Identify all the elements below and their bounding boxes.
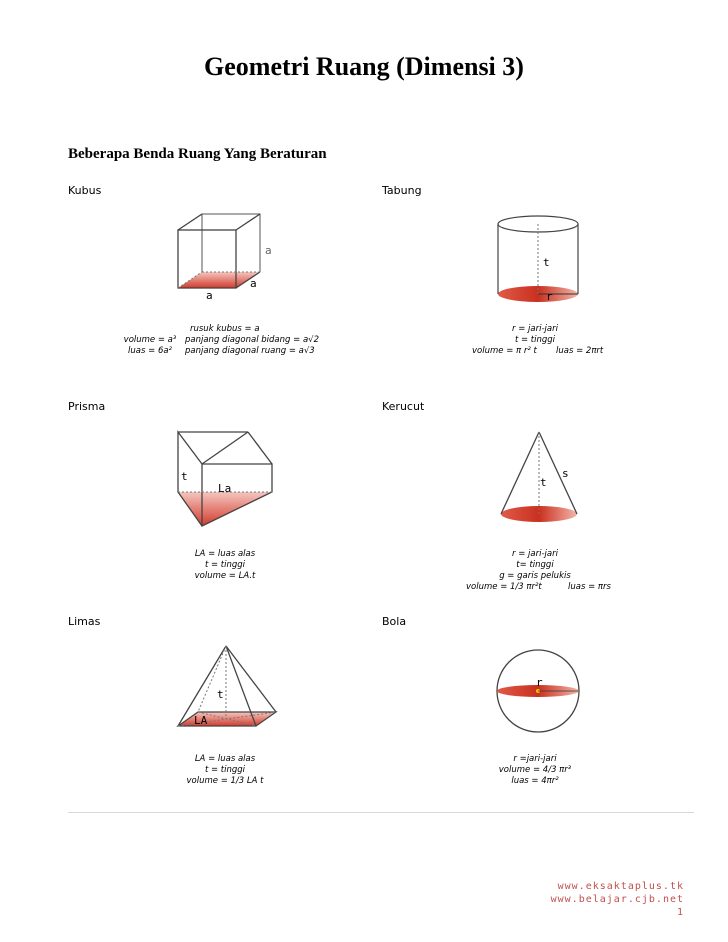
page-title: Geometri Ruang (Dimensi 3) bbox=[204, 52, 524, 81]
sphere-figure bbox=[492, 648, 584, 736]
cone-figure bbox=[494, 428, 584, 528]
cylinder-caption-luas: luas = 2πrt bbox=[556, 346, 604, 356]
caption-line: rusuk kubus = a bbox=[190, 324, 260, 334]
caption-line: t = tinggi bbox=[514, 335, 556, 345]
caption-line: r = jari-jari bbox=[512, 549, 558, 559]
caption-line: volume = a³ bbox=[123, 335, 177, 345]
cube-label-a-bottom: a bbox=[206, 289, 213, 302]
cube-figure bbox=[170, 210, 280, 306]
pyramid-label-la: LA bbox=[194, 714, 208, 727]
caption-line: r = jari-jari bbox=[512, 324, 558, 334]
caption-line: t= tinggi bbox=[516, 560, 554, 570]
cube-caption-right bbox=[185, 324, 319, 357]
footer-link[interactable]: www.belajar.cjb.net bbox=[550, 894, 684, 905]
caption-line: LA = luas alas bbox=[194, 549, 256, 559]
caption-line: volume = 1/3 LA t bbox=[186, 776, 264, 786]
footer-link[interactable]: www.eksaktaplus.tk bbox=[557, 881, 684, 892]
page-number: 1 bbox=[676, 907, 684, 918]
footer bbox=[551, 880, 684, 919]
section-heading: Beberapa Benda Ruang Yang Beraturan bbox=[68, 146, 327, 162]
cone-caption bbox=[470, 549, 600, 582]
cone-label-s: s bbox=[562, 467, 569, 480]
cone-caption-volume: volume = 1/3 πr²t bbox=[466, 582, 542, 592]
prism-base-fill bbox=[178, 492, 272, 526]
shape-name-kubus: Kubus bbox=[68, 184, 102, 197]
cone-caption-luas: luas = πrs bbox=[568, 582, 611, 592]
caption-line: luas = 4πr² bbox=[511, 776, 559, 786]
cylinder-caption bbox=[470, 324, 600, 346]
shape-name-prisma: Prisma bbox=[68, 400, 106, 413]
sphere-caption bbox=[470, 754, 600, 787]
sphere-label-r: r bbox=[536, 676, 543, 689]
caption-line: panjang diagonal bidang = a√2 bbox=[185, 335, 319, 345]
cylinder-figure bbox=[492, 210, 584, 306]
shape-name-kerucut: Kerucut bbox=[382, 400, 425, 413]
caption-line: panjang diagonal ruang = a√3 bbox=[185, 346, 315, 356]
cube-label-a-depth: a bbox=[250, 277, 257, 290]
caption-line: t = tinggi bbox=[204, 765, 246, 775]
cube-label-a-side: a bbox=[265, 244, 272, 257]
caption-line: r =jari-jari bbox=[513, 754, 557, 764]
cylinder-label-r: r bbox=[546, 290, 553, 303]
divider bbox=[68, 812, 694, 813]
shape-name-tabung: Tabung bbox=[382, 184, 422, 197]
cylinder-label-t: t bbox=[543, 256, 550, 269]
shape-name-bola: Bola bbox=[382, 615, 407, 628]
prism-label-t: t bbox=[181, 470, 188, 483]
caption-line: t = tinggi bbox=[204, 560, 246, 570]
prism-caption bbox=[170, 549, 280, 582]
prism-figure bbox=[170, 428, 280, 532]
cylinder-caption-volume: volume = π r² t bbox=[472, 346, 537, 356]
caption-line: volume = 4/3 πr³ bbox=[498, 765, 572, 775]
caption-line: g = garis pelukis bbox=[499, 571, 571, 581]
prism-label-la: La bbox=[218, 482, 232, 495]
caption-line: volume = LA.t bbox=[194, 571, 256, 581]
caption-line: LA = luas alas bbox=[194, 754, 256, 764]
pyramid-figure bbox=[170, 640, 282, 734]
pyramid-label-t: t bbox=[217, 688, 224, 701]
cube-caption-left bbox=[110, 335, 190, 357]
cone-label-t: t bbox=[540, 476, 547, 489]
shape-name-limas: Limas bbox=[68, 615, 101, 628]
pyramid-caption bbox=[170, 754, 280, 787]
caption-line: luas = 6a² bbox=[128, 346, 172, 356]
